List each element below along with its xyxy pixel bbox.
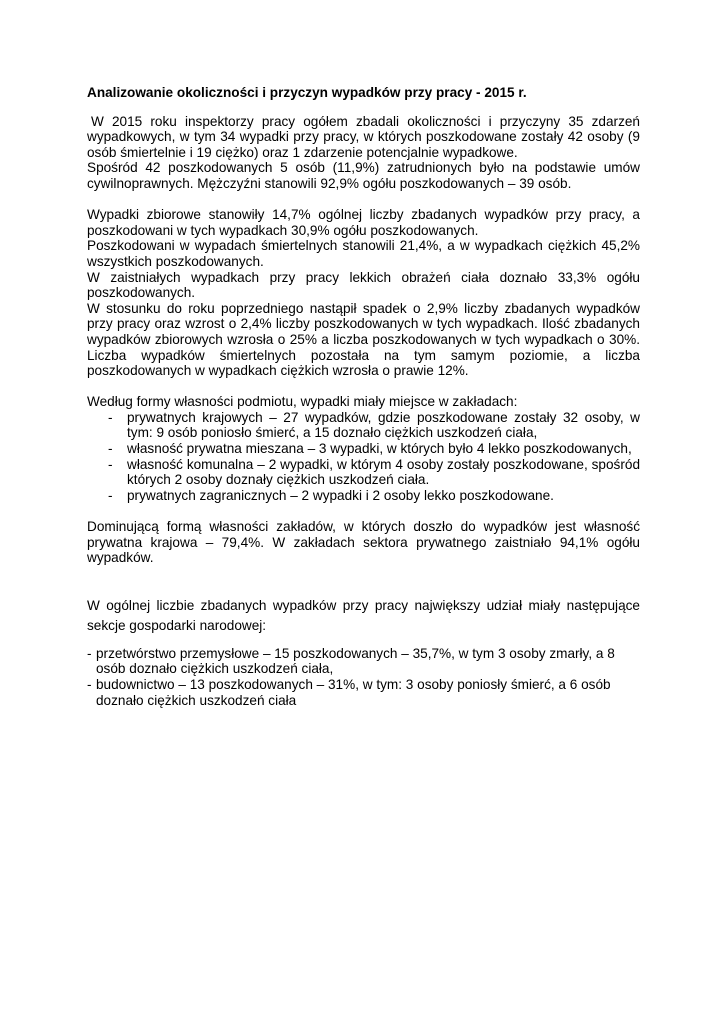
paragraph-dominant-ownership: Dominującą formą własności zakładów, w których doszło do wypadków jest własność prywatna krajowa – 79,4%. W zakładach sektora prywatnego zaistniało 94,1% ogółu wypadków. (87, 519, 640, 566)
ownership-intro: Według formy własności podmiotu, wypadki miały miejsce w zakładach: (87, 394, 518, 410)
paragraph-contracts: Spośród 42 poszkodowanych 5 osób (11,9%) zatrudnionych było na podstawie umów cywilnoprawnych. Mężczyźni stanowili 92,9% ogółu poszkodowanych – 39 osób. (87, 160, 640, 191)
list-item (87, 646, 640, 677)
list-item-text: własność prywatna mieszana – 3 wypadki, w których było 4 lekko poszkodowanych, (127, 441, 632, 457)
list-item (87, 457, 640, 488)
paragraph-summary: W 2015 roku inspektorzy pracy ogółem zbadali okoliczności i przyczyny 35 zdarzeń wypadkowych, w tym 34 wypadki przy pracy, w których poszkodowane zostały 42 osoby (9 osób śmiertelnie i 19 ciężko) oraz 1 zdarzenie potencjalnie wypadkowe. (87, 113, 640, 160)
list-item-text: prywatnych krajowych – 27 wypadków, gdzie poszkodowane zostały 32 osoby, w tym: 9 osób poniosło śmierć, a 15 doznało ciężkich uszkodzeń ciała, (127, 409, 640, 441)
list-item (87, 410, 640, 441)
paragraph-year-comparison: W stosunku do roku poprzedniego nastąpił spadek o 2,9% liczby zbadanych wypadków przy pracy oraz wzrost o 2,4% liczby poszkodowanych w tych wypadkach. Ilość zbadanych wypadków zbiorowych wzrosła o 25% a liczba poszkodowanych w tych wypadkach o 30%. Liczba wypadków śmiertelnych pozostała na tym samym poziomie, a liczba poszkodowanych w wypadkach ciężkich wzrosła o prawie 12%. (87, 300, 640, 379)
paragraph-light-injuries: W zaistniałych wypadkach przy pracy lekkich obrażeń ciała doznało 33,3% ogółu poszkodowanych. (87, 269, 640, 301)
dash-bullet: - (108, 441, 113, 457)
paragraph-fatal-share: Poszkodowani w wypadach śmiertelnych stanowili 21,4%, a w wypadkach ciężkich 45,2% wszystkich poszkodowanych. (87, 238, 640, 269)
paragraph-collective: Wypadki zbiorowe stanowiły 14,7% ogólnej liczby zbadanych wypadków przy pracy, a poszkodowani w tych wypadkach 30,9% ogółu poszkodowanych. (87, 207, 640, 238)
list-item (87, 488, 640, 504)
dash-bullet: - (108, 456, 113, 472)
dash-bullet: - (87, 677, 92, 692)
document-page (87, 85, 640, 708)
list-item-text: budownictwo – 13 poszkodowanych – 31%, w tym: 3 osoby poniosły śmierć, a 6 osób doznało ciężkich uszkodzeń ciała (96, 677, 611, 708)
page-title: Analizowanie okoliczności i przyczyn wypadków przy pracy - 2015 r. (87, 85, 527, 100)
list-item-text: prywatnych zagranicznych – 2 wypadki i 2 osoby lekko poszkodowane. (127, 487, 554, 503)
list-item-text: przetwórstwo przemysłowe – 15 poszkodowanych – 35,7%, w tym 3 osoby zmarły, a 8 osób doznało ciężkich uszkodzeń ciała, (96, 645, 615, 677)
dash-bullet: - (87, 645, 92, 661)
dash-bullet: - (108, 409, 113, 425)
dash-bullet: - (108, 487, 113, 503)
list-item-text: własność komunalna – 2 wypadki, w którym 4 osoby zostały poszkodowane, spośród których 2 osoby doznały ciężkich uszkodzeń ciała. (127, 456, 640, 488)
ownership-list (87, 410, 640, 504)
sections-intro: W ogólnej liczbie zbadanych wypadków przy pracy największy udział miały następujące sekcje gospodarki narodowej: (87, 597, 640, 633)
list-item (87, 677, 640, 708)
list-item (87, 441, 640, 457)
sections-list (87, 646, 640, 708)
